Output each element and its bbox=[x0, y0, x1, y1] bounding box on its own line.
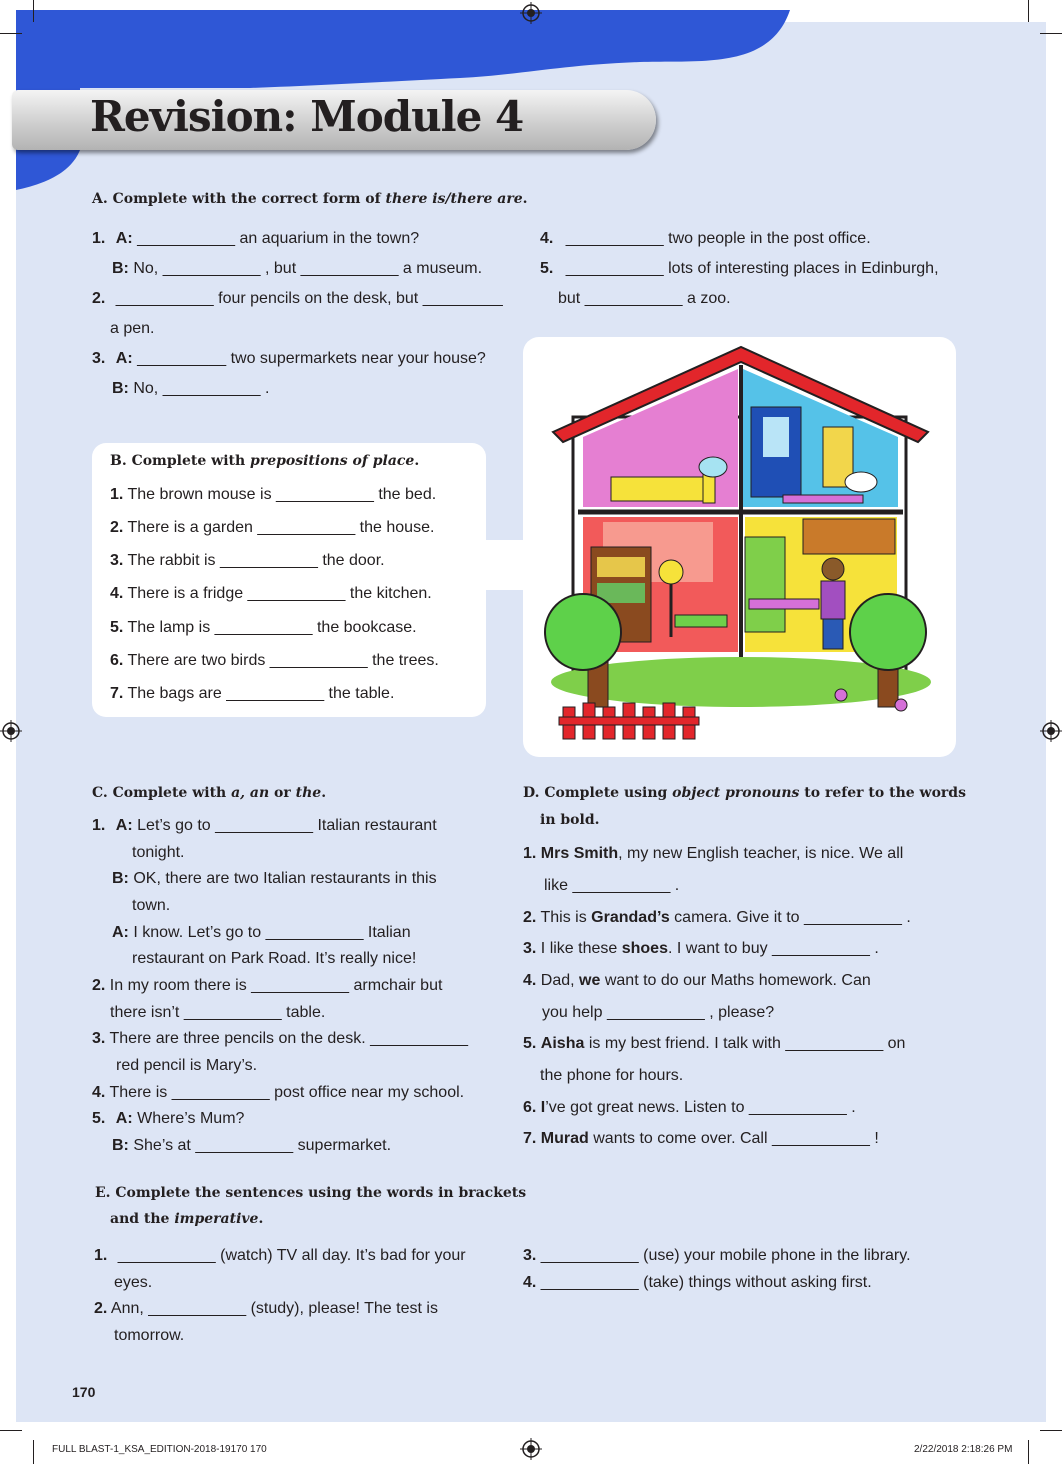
list-item: 4. There is ___________ post office near my school. bbox=[92, 1084, 465, 1101]
table-icon bbox=[749, 599, 819, 609]
list-item: 2. This is Grandad’s camera. Give it to ___________ . bbox=[523, 909, 911, 926]
section-e-heading-line2: and the imperative. bbox=[110, 1211, 264, 1227]
list-item: 3. I like these shoes. I want to buy ___________ . bbox=[523, 940, 879, 957]
list-item: 7. Murad wants to come over. Call ___________ ! bbox=[523, 1130, 879, 1147]
list-item: 3. ___________ (use) your mobile phone in the library. bbox=[523, 1247, 911, 1264]
crop-mark bbox=[1040, 1430, 1062, 1431]
list-item: 4. ___________ (take) things without asking first. bbox=[523, 1274, 872, 1291]
list-item: B: OK, there are two Italian restaurants in this bbox=[112, 870, 437, 887]
list-item: 3. The rabbit is ___________ the door. bbox=[110, 552, 385, 569]
list-item: A: I know. Let’s go to ___________ Italian bbox=[112, 924, 411, 941]
registration-mark-icon bbox=[0, 720, 22, 742]
section-d-heading: D. Complete using object pronouns to refer to the words bbox=[523, 785, 966, 801]
print-footer-left: FULL BLAST-1_KSA_EDITION-2018-19170 170 bbox=[52, 1444, 267, 1455]
list-item: eyes. bbox=[114, 1274, 153, 1291]
tree-icon bbox=[850, 594, 926, 670]
crop-mark bbox=[1028, 1440, 1029, 1464]
crop-mark bbox=[0, 1430, 22, 1431]
list-item: B: No, ___________ , but ___________ a museum. bbox=[112, 260, 483, 277]
page-number: 170 bbox=[72, 1384, 96, 1400]
tree-icon bbox=[545, 594, 621, 670]
crop-mark bbox=[33, 1440, 34, 1464]
list-item: 6. I’ve got great news. Listen to ___________ . bbox=[523, 1099, 856, 1116]
bed-icon bbox=[611, 477, 711, 501]
list-item: 2. ___________ four pencils on the desk, but _________ bbox=[92, 290, 503, 307]
list-item: 5. A: Where’s Mum? bbox=[92, 1110, 245, 1127]
list-item: there isn’t ___________ table. bbox=[110, 1004, 326, 1021]
box-connector bbox=[486, 540, 526, 590]
list-item: 4. ___________ two people in the post office. bbox=[540, 230, 871, 247]
list-item: tonight. bbox=[132, 844, 185, 861]
section-e-heading: E. Complete the sentences using the words in brackets bbox=[95, 1185, 527, 1201]
list-item: 1. A: ___________ an aquarium in the town? bbox=[92, 230, 420, 247]
list-item: town. bbox=[132, 897, 171, 914]
list-item: 5. ___________ lots of interesting places in Edinburgh, bbox=[540, 260, 939, 277]
list-item: you help ___________ , please? bbox=[542, 1004, 775, 1021]
list-item: 1. Mrs Smith, my new English teacher, is nice. We all bbox=[523, 845, 904, 862]
list-item: 1. A: Let’s go to ___________ Italian restaurant bbox=[92, 817, 437, 834]
list-item: but ___________ a zoo. bbox=[558, 290, 731, 307]
house-illustration bbox=[523, 337, 956, 757]
list-item: 4. Dad, we want to do our Maths homework. Can bbox=[523, 972, 871, 989]
print-footer-right: 2/22/2018 2:18:26 PM bbox=[914, 1444, 1013, 1455]
section-a-heading: A. Complete with the correct form of there is/there are. bbox=[92, 191, 528, 207]
crop-mark bbox=[33, 0, 34, 22]
registration-mark-icon bbox=[1040, 720, 1062, 742]
registration-mark-icon bbox=[520, 2, 542, 24]
list-item: 3. There are three pencils on the desk. ___________ bbox=[92, 1030, 468, 1047]
page-title: Revision: Module 4 bbox=[90, 92, 524, 141]
crop-mark bbox=[1040, 33, 1062, 34]
list-item: tomorrow. bbox=[114, 1327, 185, 1344]
crop-mark bbox=[0, 33, 22, 34]
list-item: 7. The bags are ___________ the table. bbox=[110, 685, 395, 702]
list-item: 2. In my room there is ___________ armchair but bbox=[92, 977, 443, 994]
list-item: 4. There is a fridge ___________ the kitchen. bbox=[110, 585, 432, 602]
list-item: 2. Ann, ___________ (study), please! The test is bbox=[94, 1300, 438, 1317]
list-item: 6. There are two birds ___________ the trees. bbox=[110, 652, 439, 669]
section-d-heading-line2: in bold. bbox=[540, 812, 600, 828]
list-item: 1. ___________ (watch) TV all day. It’s bad for your bbox=[94, 1247, 466, 1264]
wave-shape bbox=[16, 10, 790, 88]
list-item: restaurant on Park Road. It’s really nice! bbox=[132, 950, 417, 967]
list-item: 5. Aisha is my best friend. I talk with ___________ on bbox=[523, 1035, 906, 1052]
list-item: B: She’s at ___________ supermarket. bbox=[112, 1137, 392, 1154]
fence-icon bbox=[559, 703, 699, 739]
lamp-icon bbox=[659, 560, 683, 584]
fridge-icon bbox=[745, 537, 785, 632]
list-item: red pencil is Mary’s. bbox=[116, 1057, 258, 1074]
list-item: a pen. bbox=[110, 320, 155, 337]
list-item: the phone for hours. bbox=[540, 1067, 684, 1084]
list-item: 2. There is a garden ___________ the house. bbox=[110, 519, 435, 536]
registration-mark-icon bbox=[520, 1438, 542, 1460]
list-item: B: No, ___________ . bbox=[112, 380, 270, 397]
list-item: 1. The brown mouse is ___________ the bed. bbox=[110, 486, 437, 503]
section-b-heading: B. Complete with prepositions of place. bbox=[110, 453, 420, 469]
list-item: 5. The lamp is ___________ the bookcase. bbox=[110, 619, 417, 636]
section-c-heading: C. Complete with a, an or the. bbox=[92, 785, 327, 801]
list-item: like ___________ . bbox=[544, 877, 680, 894]
list-item: 3. A: __________ two supermarkets near your house? bbox=[92, 350, 486, 367]
crop-mark bbox=[1028, 0, 1029, 22]
